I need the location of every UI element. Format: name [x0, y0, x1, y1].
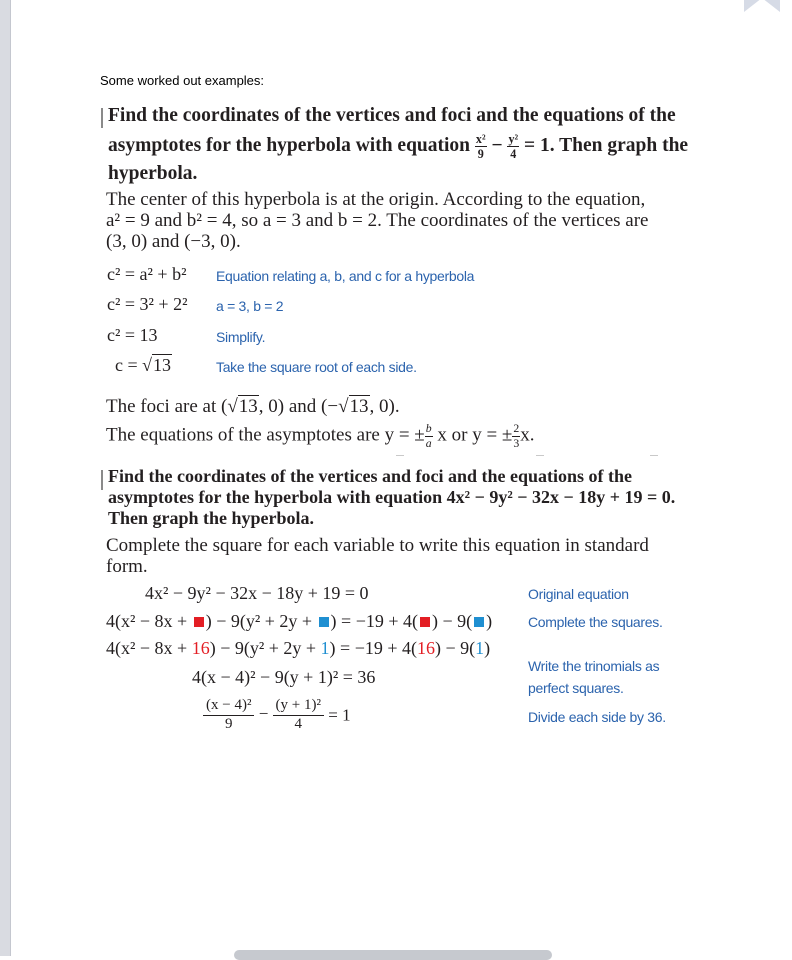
bookmark-ribbon-icon[interactable]: [742, 0, 782, 12]
equation-part: ): [484, 638, 491, 658]
fraction-numerator: b: [425, 422, 432, 435]
radicand: 13: [349, 396, 369, 417]
foci-text: , 0).: [369, 396, 400, 417]
fraction-numerator: (y + 1)²: [273, 698, 324, 716]
example1-step4-note: Take the square root of each side.: [216, 359, 417, 375]
added-term-red: 16: [191, 638, 210, 658]
equation-part: ) − 9(: [432, 611, 473, 631]
standard-form-fraction-x: [203, 698, 254, 733]
fraction-denominator: 4: [510, 147, 517, 162]
fraction-numerator: x²: [475, 132, 486, 146]
example2-step5-equation: [203, 698, 351, 733]
fraction-denominator: a: [425, 436, 432, 450]
added-term-red: 16: [417, 638, 435, 658]
red-placeholder-square: [420, 617, 430, 627]
example1-step2-equation: c² = 3² + 2²: [107, 294, 188, 314]
minus-sign: −: [491, 135, 503, 157]
left-gutter-edge: [10, 0, 11, 956]
fraction-numerator: (x − 4)²: [203, 698, 254, 716]
left-gutter: [0, 0, 10, 956]
fraction-denominator: 9: [477, 147, 484, 162]
foci-text: The foci are at (: [106, 396, 228, 417]
blue-placeholder-square: [319, 617, 329, 627]
square-root: √13: [227, 396, 258, 417]
example2-prompt-line2: asymptotes for the hyperbola with equation 4x² − 9y² − 32x − 18y + 19 = 0.: [108, 487, 676, 507]
example1-prompt-fraction-x: [475, 133, 487, 160]
example2-marker: [101, 470, 103, 490]
equation-part: 4(x² − 8x +: [106, 611, 192, 631]
example2-step4-note-line2: perfect squares.: [528, 680, 624, 696]
equation-part: ) = −19 + 4(: [330, 611, 418, 631]
equation-part: ) − 9(y² + 2y +: [209, 638, 321, 658]
intro-text: Some worked out examples:: [100, 73, 265, 88]
fraction-denominator: 9: [224, 715, 233, 732]
asymptote-text: The equations of the asymptotes are y = ±: [106, 424, 425, 446]
example1-step1-note: Equation relating a, b, and c for a hyperbola: [216, 268, 475, 284]
foci-text: , 0) and (−: [258, 396, 339, 417]
equation-rhs: = 1: [328, 705, 351, 725]
asymptote-text: x.: [520, 424, 535, 446]
example1-step2-note: a = 3, b = 2: [216, 298, 284, 314]
added-term-blue: 1: [475, 638, 485, 658]
equation-part: ) = −19 + 4(: [329, 638, 417, 658]
example1-step1-equation: c² = a² + b²: [107, 264, 187, 284]
asymptote-text: x or y = ±: [437, 424, 513, 446]
example2-step4-equation: 4(x − 4)² − 9(y + 1)² = 36: [192, 667, 376, 687]
equation-part: 4(x² − 8x +: [106, 638, 192, 658]
example1-body-line3: (3, 0) and (−3, 0).: [106, 231, 241, 252]
example2-step1-note: Original equation: [528, 586, 629, 602]
fraction-denominator: 4: [294, 715, 303, 732]
square-root: √13: [338, 396, 369, 417]
example1-step3-note: Simplify.: [216, 329, 266, 345]
red-placeholder-square: [194, 617, 204, 627]
example1-marker: [101, 108, 103, 128]
example2-step3-equation: [106, 638, 490, 659]
example2-prompt-line1: Find the coordinates of the vertices and foci and the equations of the: [108, 466, 632, 486]
example1-prompt-line3: hyperbola.: [108, 163, 198, 184]
blue-placeholder-square: [474, 617, 484, 627]
example1-prompt-fraction-y: [507, 133, 519, 160]
horizontal-scrollbar[interactable]: [234, 950, 552, 960]
example1-prompt-line2: [108, 133, 688, 160]
example1-prompt-line2-text: asymptotes for the hyperbola with equation: [108, 135, 471, 157]
example2-step2-equation: [106, 611, 492, 632]
equation-part: ): [486, 611, 493, 631]
fraction-denominator: 3: [513, 436, 520, 450]
example1-body-line1: The center of this hyperbola is at the origin. According to the equation,: [106, 189, 646, 210]
example1-step3-equation: c² = 13: [107, 325, 158, 345]
example2-prompt-line3: Then graph the hyperbola.: [108, 508, 315, 528]
example2-body-line2: form.: [106, 556, 148, 577]
example2-step1-equation: 4x² − 9y² − 32x − 18y + 19 = 0: [145, 583, 369, 603]
radicand: 13: [153, 355, 172, 375]
equation-part: ) − 9(: [435, 638, 476, 658]
example2-step5-note: Divide each side by 36.: [528, 709, 666, 725]
equation-part: ) − 9(y² + 2y +: [205, 611, 317, 631]
example1-step4-equation: [115, 355, 172, 376]
example1-prompt-line2-end: = 1. Then graph the: [524, 135, 689, 157]
faint-divider: [396, 455, 404, 456]
example2-step2-note: Complete the squares.: [528, 614, 663, 630]
minus-sign: −: [258, 704, 269, 724]
asymptote-fraction-b-a: [425, 423, 433, 450]
radicand: 13: [238, 396, 258, 417]
standard-form-fraction-y: [273, 698, 324, 733]
added-term-blue: 1: [320, 638, 330, 658]
example1-asymptotes: [106, 423, 535, 450]
example1-body-line2: a² = 9 and b² = 4, so a = 3 and b = 2. The coordinates of the vertices are: [106, 210, 649, 231]
fraction-numerator: 2: [513, 422, 520, 435]
example2-body-line1: Complete the square for each variable to write this equation in standard: [106, 535, 649, 556]
fraction-numerator: y²: [508, 132, 519, 146]
example1-prompt-line1: Find the coordinates of the vertices and foci and the equations of the: [108, 105, 676, 126]
faint-divider: [650, 455, 658, 456]
example2-step4-note-line1: Write the trinomials as: [528, 658, 660, 674]
faint-divider: [536, 455, 544, 456]
square-root: √13: [142, 355, 172, 375]
equation-lhs: c =: [115, 355, 143, 375]
example1-foci: [106, 396, 400, 418]
